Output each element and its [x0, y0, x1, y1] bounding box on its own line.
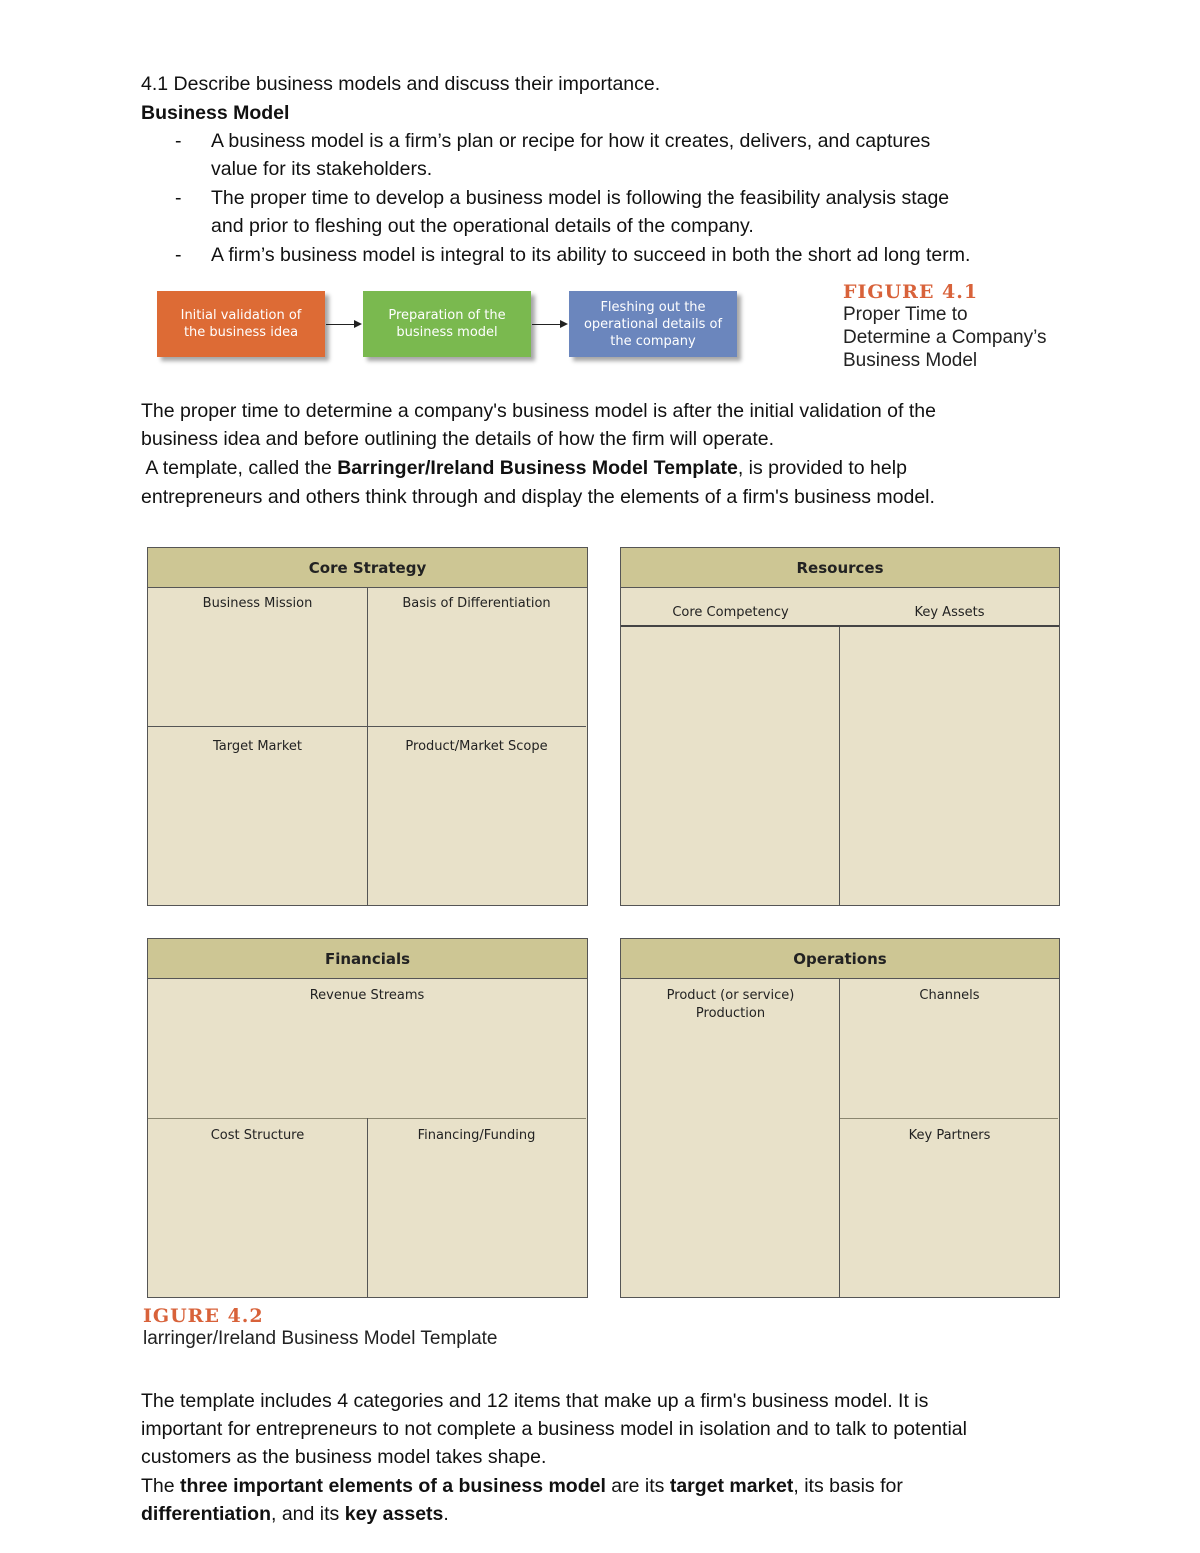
- paragraph-text: [141, 1472, 903, 1500]
- learning-objective: 4.1 Describe business models and discuss their importance.: [141, 73, 661, 95]
- bullet-text: and prior to fleshing out the operational details of the company.: [211, 215, 754, 237]
- text-span: .: [443, 1503, 449, 1525]
- figure-4-2-label: IGURE 4.2: [143, 1305, 264, 1327]
- bold-span: three important elements of a business model: [180, 1475, 606, 1497]
- financials-panel: [147, 938, 588, 1298]
- text-span: The: [141, 1475, 181, 1497]
- bullet-text: The proper time to develop a business model is following the feasibility analysis stage: [211, 187, 950, 209]
- figure-4-1-label: FIGURE 4.1: [843, 281, 979, 303]
- bullet-text: value for its stakeholders.: [211, 158, 433, 180]
- paragraph-text: customers as the business model takes shape.: [141, 1446, 547, 1468]
- figure-4-1-caption: Determine a Company’s: [843, 327, 1047, 348]
- business-mission-cell: Business Mission: [202, 596, 313, 611]
- panel-title: Financials: [148, 939, 587, 979]
- cost-structure-cell: Cost Structure: [210, 1128, 305, 1143]
- core-competency-cell: Core Competency: [672, 605, 789, 620]
- flow-step-validation: [157, 291, 325, 357]
- cell-label: Product (or service): [666, 988, 795, 1003]
- bullet-dash: -: [175, 244, 182, 266]
- bold-span: differentiation: [141, 1503, 271, 1525]
- paragraph-text: The template includes 4 categories and 12 items that make up a firm's business model. It is: [141, 1390, 929, 1412]
- figure-4-1-caption: Proper Time to: [843, 304, 968, 325]
- text-span: are its: [605, 1475, 670, 1497]
- product-production-cell: [621, 979, 840, 1023]
- figure-4-2-caption: larringer/Ireland Business Model Template: [143, 1328, 498, 1349]
- bullet-dash: -: [175, 187, 182, 209]
- flow-arrow-icon: [532, 324, 566, 325]
- target-market-cell: Target Market: [212, 739, 303, 754]
- bold-span: key assets: [344, 1503, 444, 1525]
- paragraph-text: important for entrepreneurs to not complete a business model in isolation and to talk to potential: [141, 1418, 967, 1440]
- revenue-streams-cell: Revenue Streams: [309, 988, 425, 1003]
- flow-step-preparation: [363, 291, 531, 357]
- flow-step-fleshing-out: [569, 291, 737, 357]
- bullet-text: A firm’s business model is integral to its ability to succeed in both the short ad long term.: [211, 244, 971, 266]
- key-partners-cell: Key Partners: [908, 1128, 991, 1143]
- panel-title: Core Strategy: [148, 548, 587, 588]
- flow-step-text: Initial validation of the business idea: [180, 308, 302, 340]
- paragraph-text: business idea and before outlining the details of how the firm will operate.: [141, 428, 775, 450]
- text-span: , and its: [271, 1503, 345, 1525]
- paragraph-text: [141, 1500, 449, 1528]
- cell-label: Production: [695, 1006, 766, 1021]
- basis-of-differentiation-cell: Basis of Differentiation: [402, 596, 551, 611]
- bullet-dash: -: [175, 130, 182, 152]
- text-span: A template, called the: [141, 457, 338, 479]
- resources-panel: [620, 547, 1060, 906]
- key-assets-cell: Key Assets: [914, 605, 985, 620]
- panel-title: Operations: [621, 939, 1059, 979]
- divider: [148, 726, 586, 727]
- flow-arrow-icon: [326, 324, 360, 325]
- figure-4-1-caption: Business Model: [843, 350, 978, 371]
- flow-step-text: Preparation of the business model: [388, 308, 506, 340]
- template-name-bold: Barringer/Ireland Business Model Template: [337, 457, 738, 479]
- bullet-text: A business model is a firm’s plan or recipe for how it creates, delivers, and captures: [211, 130, 931, 152]
- financing-funding-cell: Financing/Funding: [417, 1128, 536, 1143]
- paragraph-text: entrepreneurs and others think through and display the elements of a firm's business model.: [141, 486, 935, 508]
- operations-panel: [620, 938, 1060, 1298]
- text-span: , its basis for: [793, 1475, 903, 1497]
- text-span: , is provided to help: [737, 457, 907, 479]
- product-market-scope-cell: Product/Market Scope: [405, 739, 548, 754]
- paragraph-text: [141, 454, 907, 482]
- panel-title: Resources: [621, 548, 1059, 588]
- channels-cell: Channels: [919, 988, 980, 1003]
- bold-span: target market: [669, 1475, 794, 1497]
- section-heading: Business Model: [141, 102, 290, 124]
- paragraph-text: The proper time to determine a company's business model is after the initial validation of the: [141, 400, 936, 422]
- core-strategy-panel: [147, 547, 588, 906]
- flow-step-text: Fleshing out the operational details of the company: [583, 299, 723, 349]
- divider: [839, 627, 840, 905]
